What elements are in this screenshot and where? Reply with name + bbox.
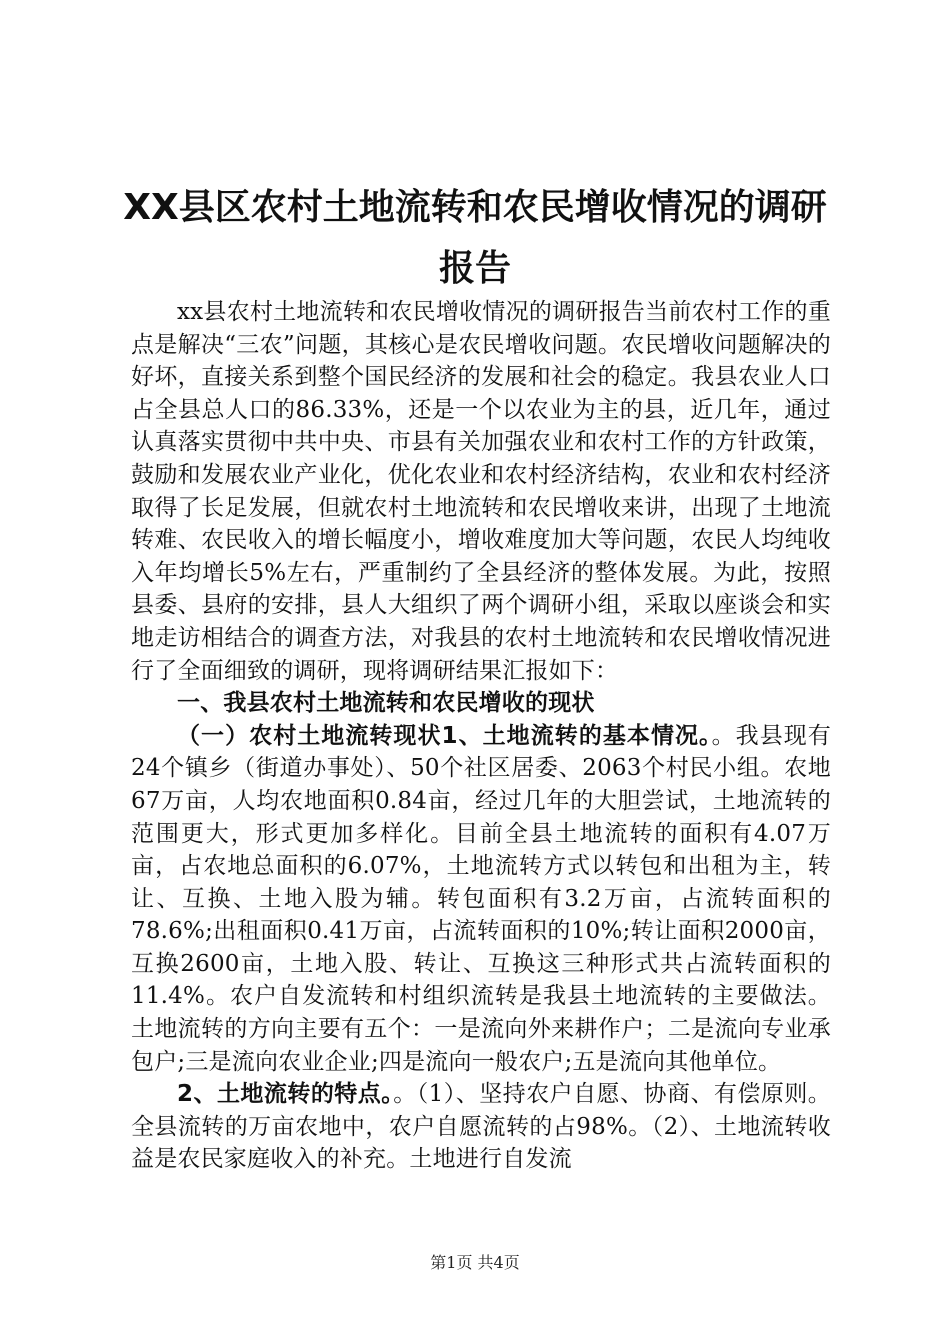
paragraph-basic-situation-text: 。我县现有24个镇乡（街道办事处）、50个社区居委、2063个村民小组。农地67万亩，人均农地面积0.84亩，经过几年的大胆尝试，土地流转的范围更大，形式更加多样化。目前全县土地流转的面积有4.07万亩，占农地总面积的6.07%，土地流转方式以转包和出租为主，转让、互换、土地入股为辅。转包面积有3.2万亩，占流转面积的78.6%;出租面积0.41万亩，占流转面积的10%;转让面积2000亩，互换2600亩，土地入股、转让、互换这三种形式共占流转面积的11.4%。农户自发流转和村组织流转是我县土地流转的主要做法。土地流转的方向主要有五个：一是流向外来耕作户；二是流向专业承包户;三是流向农业企业;四是流向一般农户;五是流向其他单位。 xyxy=(131,722,832,1075)
subheading-transfer-features: 2、土地流转的特点。 xyxy=(177,1081,394,1108)
paragraph-transfer-features-text: 。（1）、坚持农户自愿、协商、有偿原则。全县流转的万亩农地中，农户自愿流转的占98%。（2）、土地流转收益是农民家庭收入的补充。土地进行自发流 xyxy=(131,1081,831,1173)
document-body xyxy=(131,296,831,1176)
paragraph-transfer-features xyxy=(131,1078,831,1176)
page-footer: 第1页 共4页 xyxy=(430,1253,520,1272)
section-heading-1: 一、我县农村土地流转和农民增收的现状 xyxy=(177,690,595,717)
subheading-basic-situation: （一）农村土地流转现状1、土地流转的基本情况。 xyxy=(177,722,712,749)
paragraph-land-transfer-status xyxy=(131,720,831,1079)
document-title-line-2: 报告 xyxy=(438,248,511,289)
intro-paragraph: xx县农村土地流转和农民增收情况的调研报告当前农村工作的重点是解决“三农”问题，其核心是农民增收问题。农民增收问题解决的好坏，直接关系到整个国民经济的发展和社会的稳定。我县农业人口占全县总人口的86.33%，还是一个以农业为主的县，近几年，通过认真落实贯彻中共中央、市县有关加强农业和农村工作的方针政策，鼓励和发展农业产业化，优化农业和农村经济结构，农业和农村经济取得了长足发展，但就农村土地流转和农民增收来讲，出现了土地流转难、农民收入的增长幅度小，增收难度加大等问题，农民人均纯收入年均增长5%左右，严重制约了全县经济的整体发展。为此，按照县委、县府的安排，县人大组织了两个调研小组，采取以座谈会和实地走访相结合的调查方法，对我县的农村土地流转和农民增收情况进行了全面细致的调研，现将调研结果汇报如下： xyxy=(131,299,831,684)
document-title-line-1: XX县区农村土地流转和农民增收情况的调研 xyxy=(123,187,827,228)
